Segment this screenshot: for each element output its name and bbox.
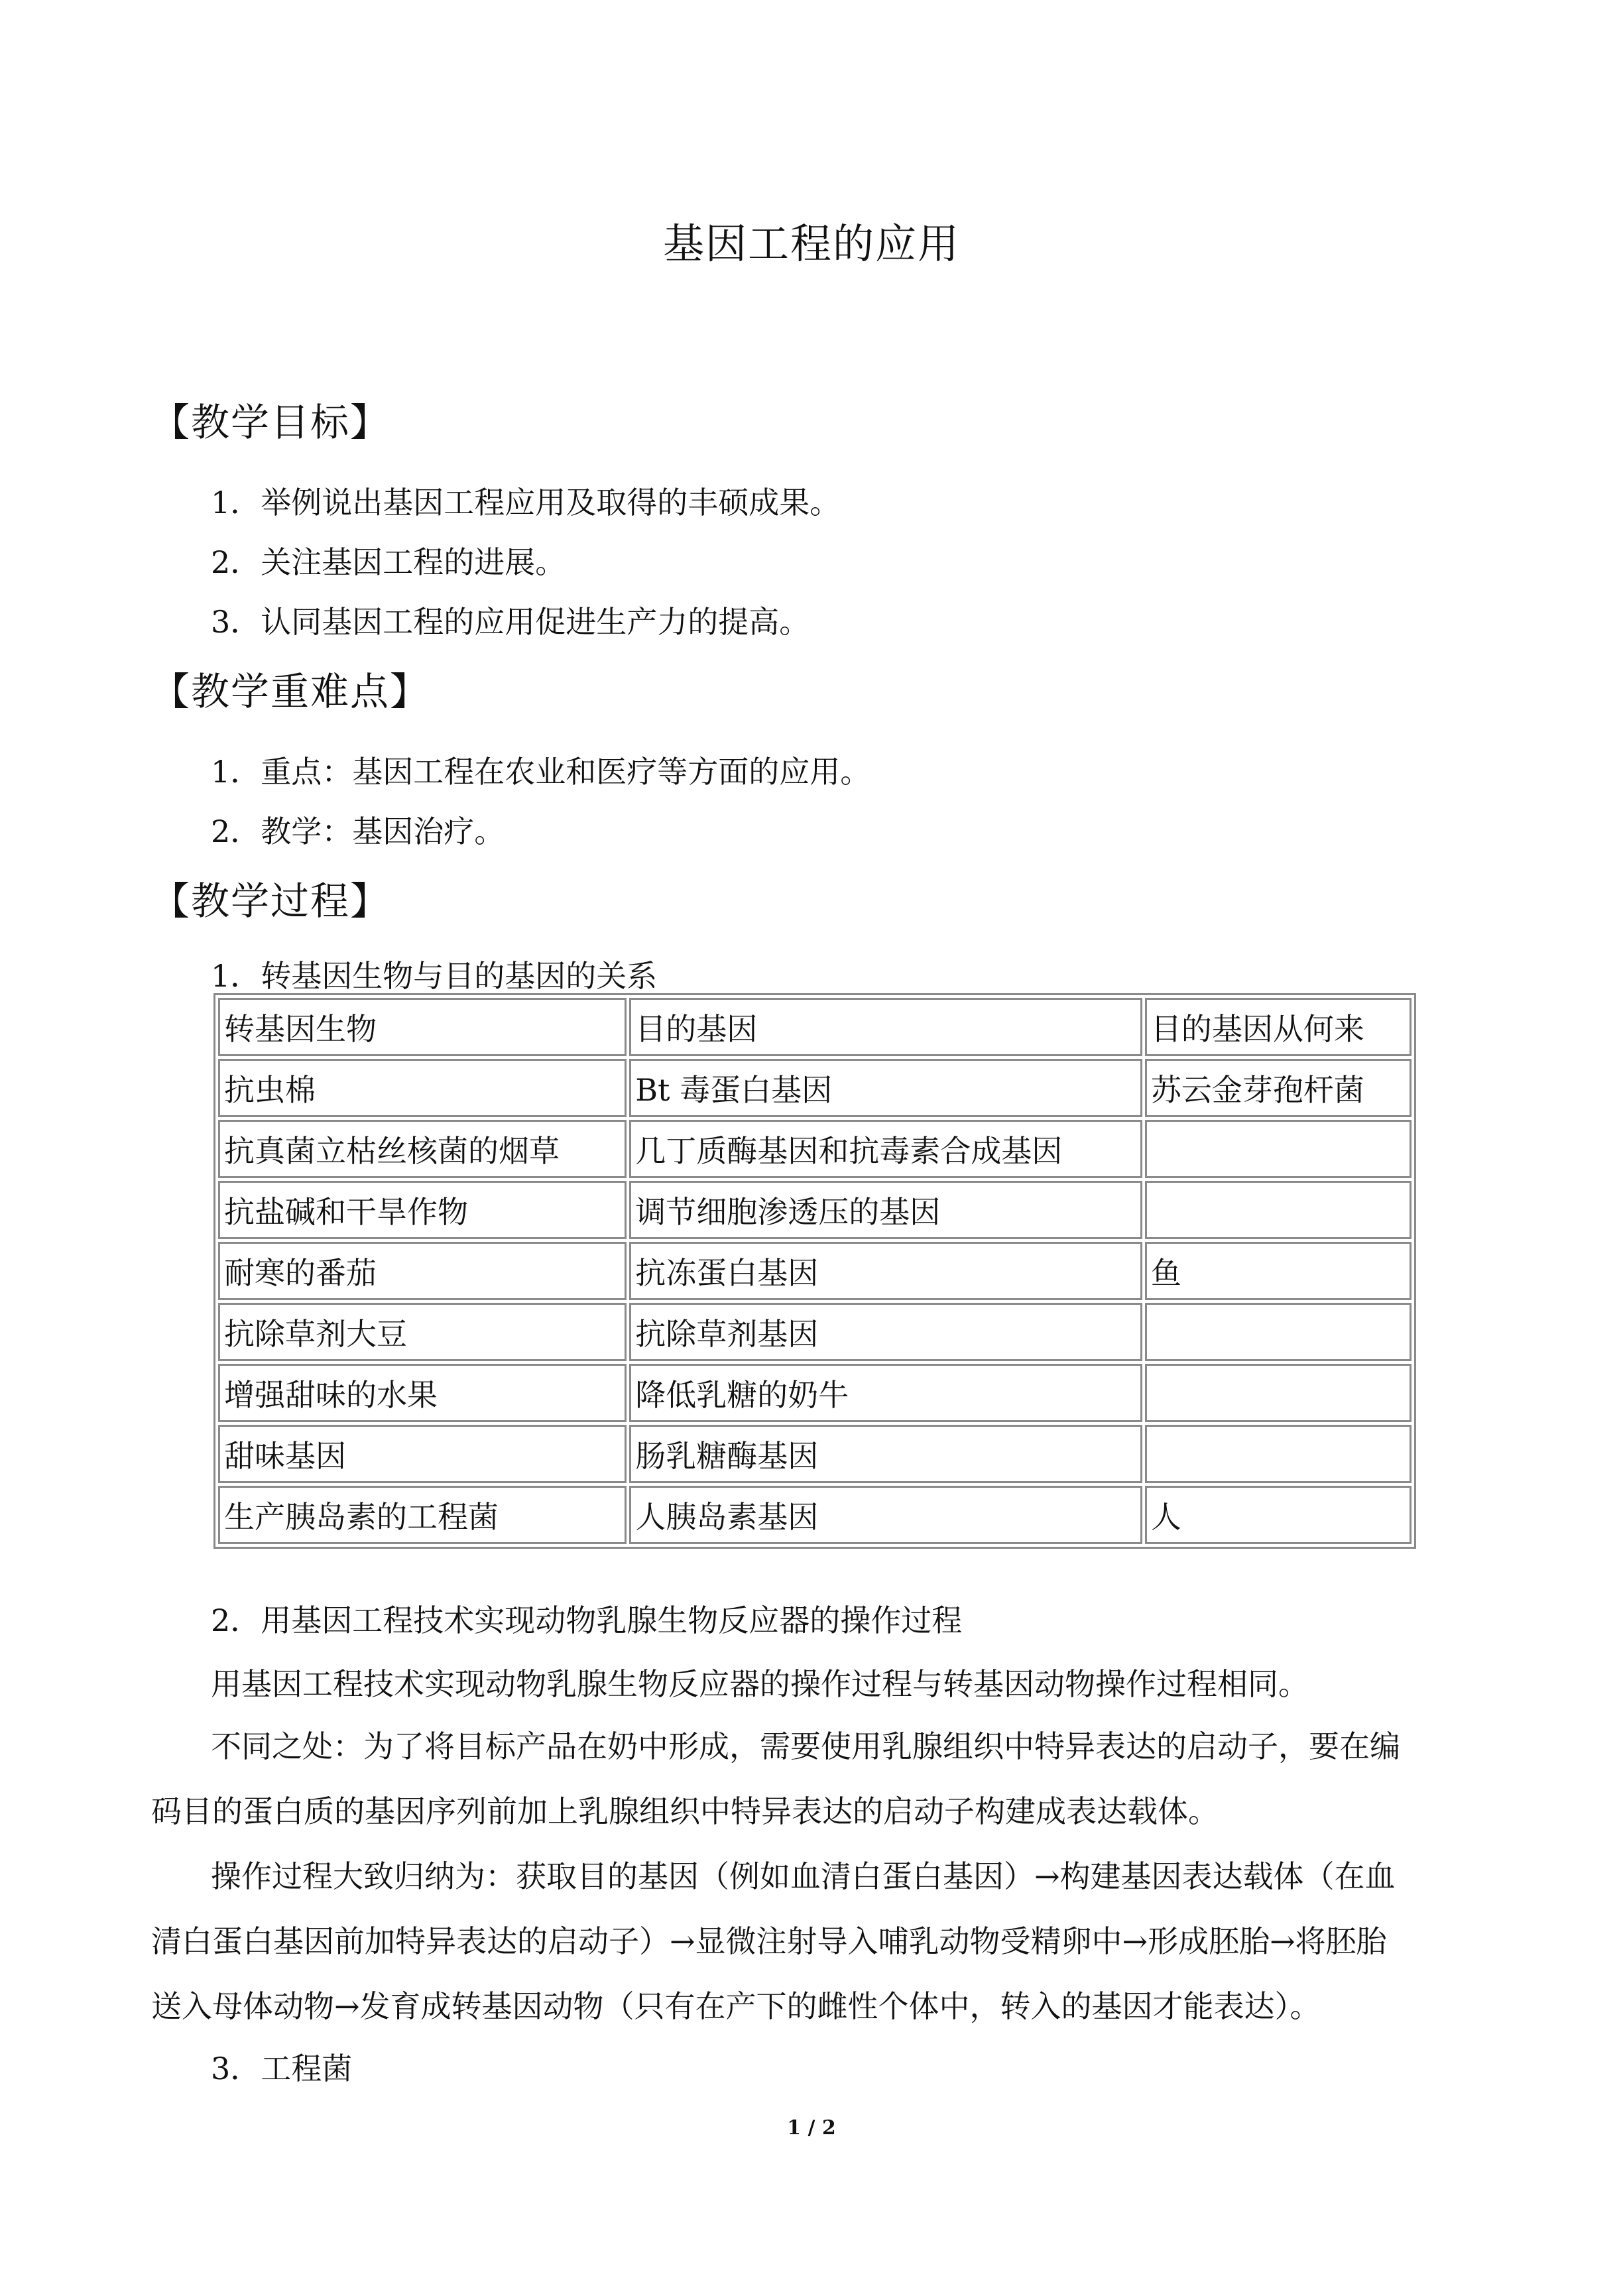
paragraph-3-line-3: 送入母体动物→发育成转基因动物（只有在产下的雌性个体中，转入的基因才能表达）。	[151, 1988, 1321, 2024]
table-cell: 甜味基因	[218, 1425, 627, 1483]
table-cell: 人胰岛素基因	[629, 1486, 1142, 1544]
paragraph-1: 用基因工程技术实现动物乳腺生物反应器的操作过程与转基因动物操作过程相同。	[211, 1666, 1309, 1702]
table-cell: 抗除草剂基因	[629, 1303, 1142, 1361]
section-heading-keypoints: 【教学重难点】	[151, 669, 430, 714]
table-cell	[1145, 1120, 1412, 1178]
process-item-2: 2．用基因工程技术实现动物乳腺生物反应器的操作过程	[211, 1602, 963, 1638]
table-cell: 增强甜味的水果	[218, 1364, 627, 1422]
table-row	[218, 1120, 1412, 1178]
table-header-row	[218, 998, 1412, 1056]
gene-table	[213, 993, 1416, 1549]
process-item-1: 1．转基因生物与目的基因的关系	[211, 958, 658, 994]
table-cell: 几丁质酶基因和抗毒素合成基因	[629, 1120, 1142, 1178]
table-cell	[1145, 1303, 1412, 1361]
table-cell: 抗盐碱和干旱作物	[218, 1181, 627, 1239]
table-row	[218, 1486, 1412, 1544]
section-heading-process: 【教学过程】	[151, 878, 391, 924]
table-cell	[1145, 1425, 1412, 1483]
table-header-cell: 转基因生物	[218, 998, 627, 1056]
section-heading-goals: 【教学目标】	[151, 400, 391, 445]
table-row	[218, 1425, 1412, 1483]
table-header-cell: 目的基因从何来	[1145, 998, 1412, 1056]
table-header-cell: 目的基因	[629, 998, 1142, 1056]
paragraph-2-line-1: 不同之处：为了将目标产品在奶中形成，需要使用乳腺组织中特异表达的启动子，要在编	[211, 1728, 1400, 1764]
table-cell: 抗冻蛋白基因	[629, 1242, 1142, 1300]
paragraph-3-line-2: 清白蛋白基因前加特异表达的启动子）→显微注射导入哺乳动物受精卵中→形成胚胎→将胚胎	[151, 1923, 1387, 1959]
process-item-3: 3．工程菌	[211, 2051, 353, 2086]
paragraph-2-line-2: 码目的蛋白质的基因序列前加上乳腺组织中特异表达的启动子构建成表达载体。	[151, 1793, 1219, 1829]
goal-item-1: 1．举例说出基因工程应用及取得的丰硕成果。	[211, 485, 841, 520]
table-row	[218, 1364, 1412, 1422]
table-cell: 抗除草剂大豆	[218, 1303, 627, 1361]
table-cell	[1145, 1181, 1412, 1239]
table-cell: 苏云金芽孢杆菌	[1145, 1059, 1412, 1117]
table-cell: 人	[1145, 1486, 1412, 1544]
table-row	[218, 1303, 1412, 1361]
keypoint-item-1: 1．重点：基因工程在农业和医疗等方面的应用。	[211, 754, 871, 790]
keypoint-item-2: 2．教学：基因治疗。	[211, 814, 505, 849]
goal-item-3: 3．认同基因工程的应用促进生产力的提高。	[211, 604, 810, 640]
paragraph-3-line-1: 操作过程大致归纳为：获取目的基因（例如血清白蛋白基因）→构建基因表达载体（在血	[211, 1858, 1396, 1894]
table-cell: 抗真菌立枯丝核菌的烟草	[218, 1120, 627, 1178]
page-title: 基因工程的应用	[662, 219, 960, 268]
table-row	[218, 1181, 1412, 1239]
table-cell: 生产胰岛素的工程菌	[218, 1486, 627, 1544]
table-cell: 鱼	[1145, 1242, 1412, 1300]
table-row	[218, 1059, 1412, 1117]
table-cell: 耐寒的番茄	[218, 1242, 627, 1300]
goal-item-2: 2．关注基因工程的进展。	[211, 544, 566, 580]
table-row	[218, 1242, 1412, 1300]
table-cell: 肠乳糖酶基因	[629, 1425, 1142, 1483]
table-cell: Bt 毒蛋白基因	[629, 1059, 1142, 1117]
table-cell: 调节细胞渗透压的基因	[629, 1181, 1142, 1239]
page-number: 1 / 2	[787, 2116, 836, 2140]
table-cell	[1145, 1364, 1412, 1422]
table-cell: 降低乳糖的奶牛	[629, 1364, 1142, 1422]
table-cell: 抗虫棉	[218, 1059, 627, 1117]
